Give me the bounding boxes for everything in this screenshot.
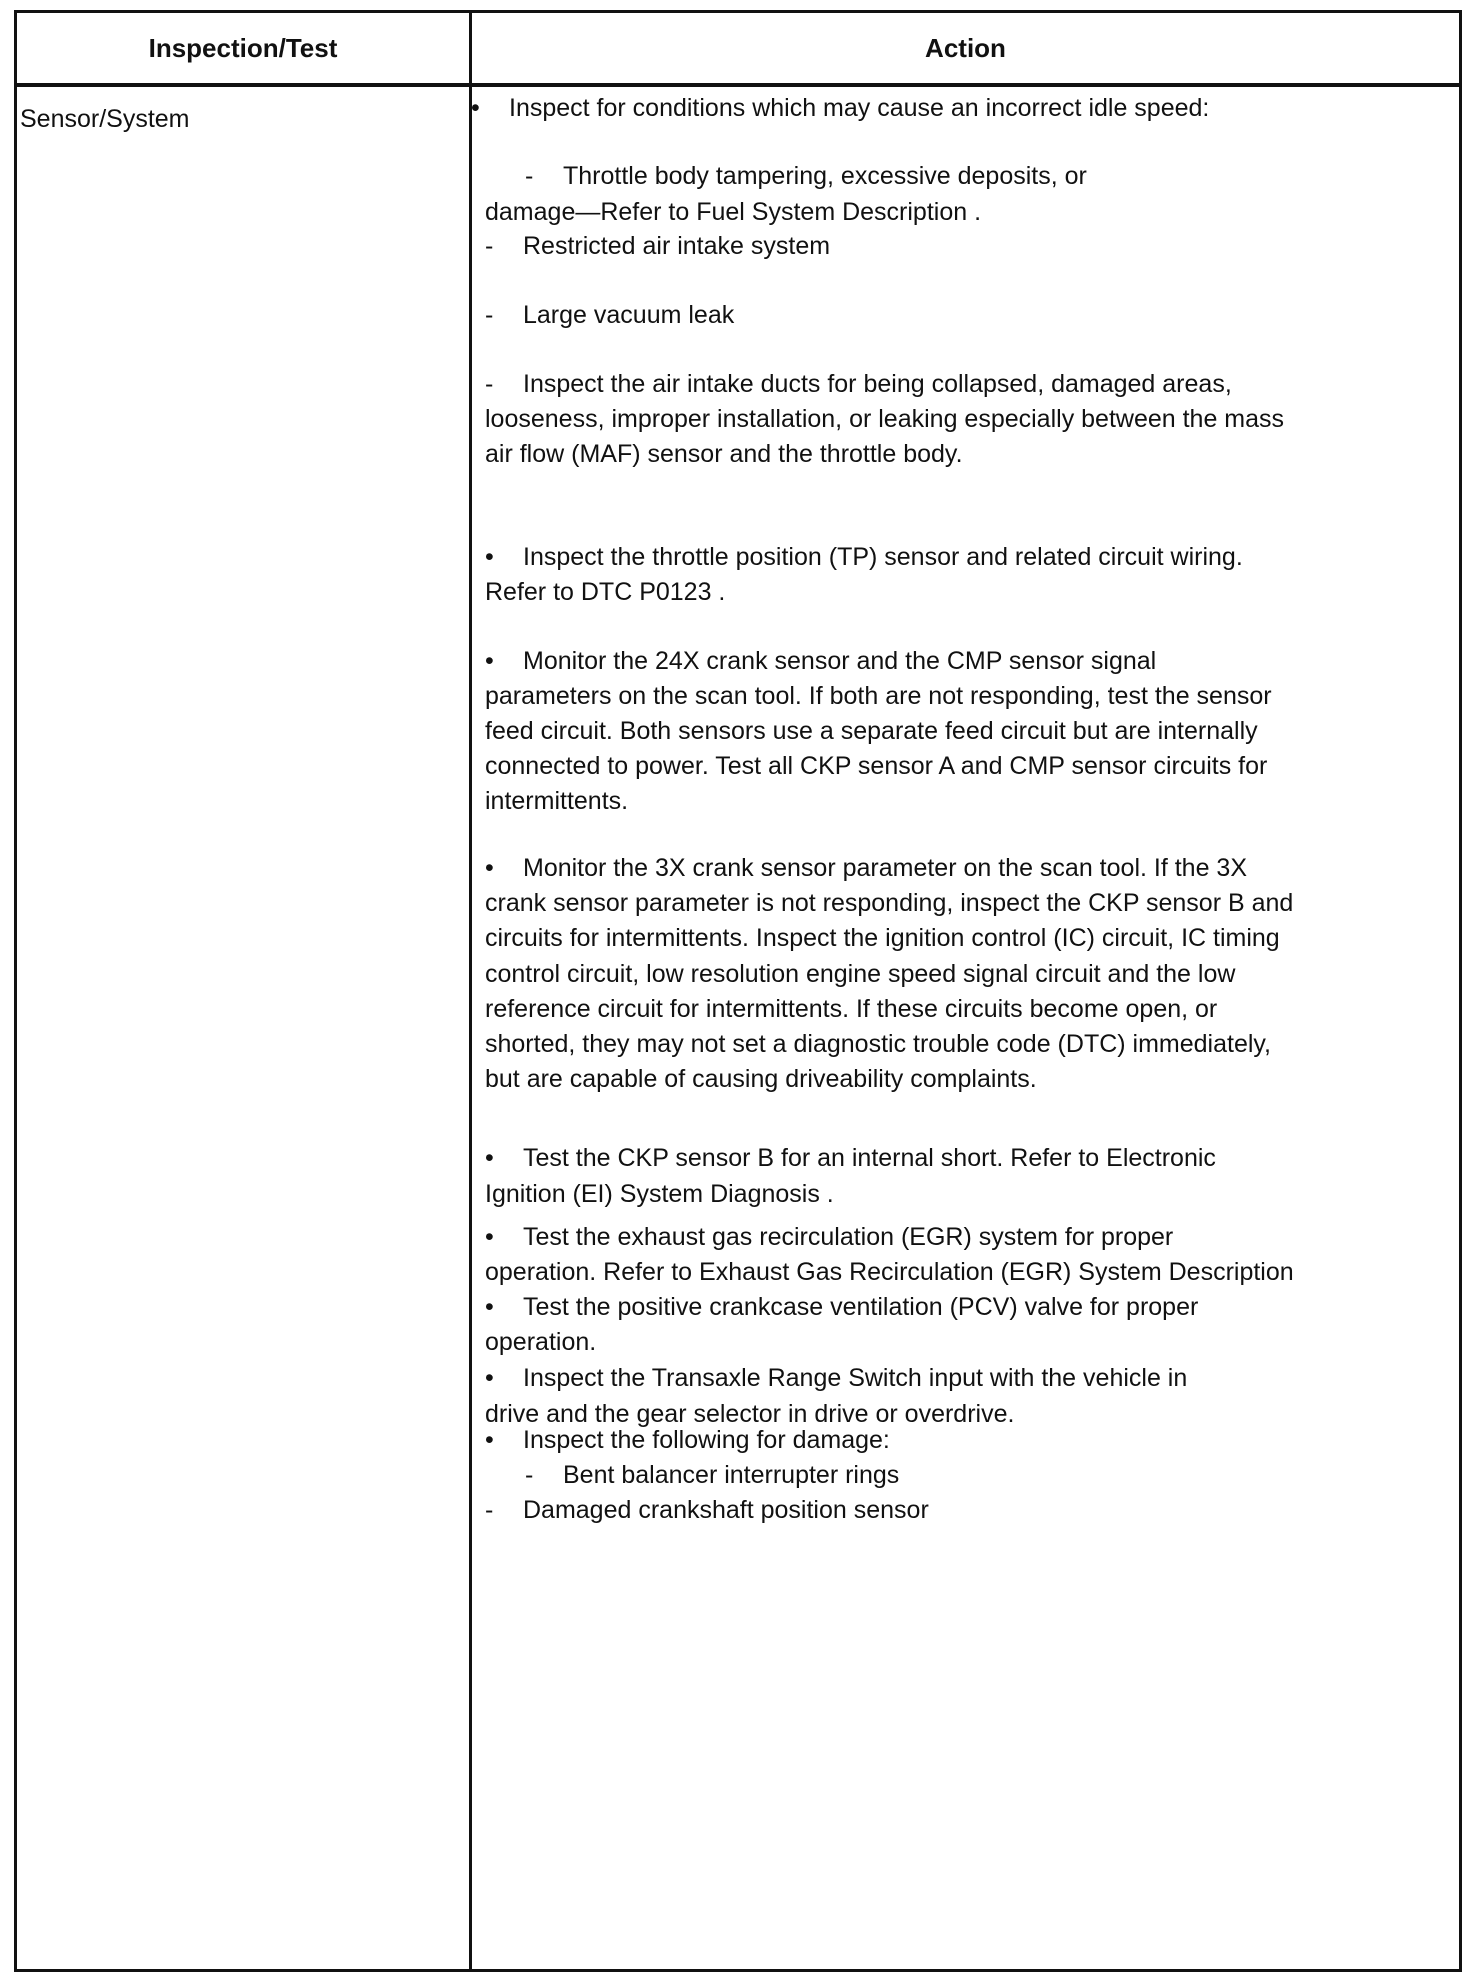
bullet-marker: • — [485, 1293, 494, 1321]
bullet-marker: • — [471, 94, 480, 122]
action-text: shorted, they may not set a diagnostic trouble code (DTC) immediately, — [485, 1030, 1271, 1058]
action-subitem: - Restricted air intake system — [485, 232, 831, 260]
action-item: • Inspect the Transaxle Range Switch input with the vehicle in — [485, 1364, 1188, 1392]
dash-marker: - — [485, 232, 494, 260]
action-text: damage—Refer to Fuel System Description . — [485, 198, 982, 226]
dash-marker: - — [485, 370, 494, 398]
bullet-marker: • — [485, 543, 494, 571]
bullet-marker: • — [485, 1223, 494, 1251]
action-item: • Test the CKP sensor B for an internal short. Refer to Electronic — [485, 1144, 1216, 1172]
action-text: circuits for intermittents. Inspect the ignition control (IC) circuit, IC timing — [485, 924, 1280, 952]
dash-marker: - — [525, 162, 534, 190]
action-text: Ignition (EI) System Diagnosis . — [485, 1180, 834, 1208]
header-action: Action — [925, 32, 1006, 63]
header-divider — [17, 83, 1459, 87]
action-item: • Test the exhaust gas recirculation (EGR) system for proper — [485, 1223, 1174, 1251]
action-text: crank sensor parameter is not responding, inspect the CKP sensor B and — [485, 889, 1294, 917]
action-text: drive and the gear selector in drive or overdrive. — [485, 1400, 1015, 1428]
action-subitem: - Large vacuum leak — [485, 301, 735, 329]
action-text: but are capable of causing driveability complaints. — [485, 1065, 1037, 1093]
action-item: • Inspect for conditions which may cause an incorrect idle speed: — [471, 94, 1210, 122]
action-text: feed circuit. Both sensors use a separate feed circuit but are internally — [485, 717, 1258, 745]
action-text: Refer to DTC P0123 . — [485, 578, 726, 606]
action-text: connected to power. Test all CKP sensor A and CMP sensor circuits for — [485, 752, 1268, 780]
action-item: • Monitor the 24X crank sensor and the CMP sensor signal — [485, 647, 1157, 675]
column-divider — [469, 13, 472, 1969]
action-item: • Test the positive crankcase ventilation (PCV) valve for proper — [485, 1293, 1199, 1321]
action-text: reference circuit for intermittents. If these circuits become open, or — [485, 995, 1218, 1023]
bullet-marker: • — [485, 647, 494, 675]
bullet-marker: • — [485, 1426, 494, 1454]
action-subitem: - Damaged crankshaft position sensor — [485, 1496, 929, 1524]
action-text: air flow (MAF) sensor and the throttle body. — [485, 440, 963, 468]
action-subitem: - Bent balancer interrupter rings — [525, 1461, 900, 1489]
action-text: control circuit, low resolution engine speed signal circuit and the low — [485, 960, 1236, 988]
action-subitem: - Throttle body tampering, excessive deposits, or — [525, 162, 1087, 190]
action-text: parameters on the scan tool. If both are not responding, test the sensor — [485, 682, 1272, 710]
category-label: Sensor/System — [20, 105, 190, 133]
bullet-marker: • — [485, 1364, 494, 1392]
action-item: • Inspect the throttle position (TP) sensor and related circuit wiring. — [485, 543, 1243, 571]
dash-marker: - — [485, 1496, 494, 1524]
inspection-table — [14, 10, 1462, 1972]
action-text: intermittents. — [485, 787, 629, 815]
action-subitem: - Inspect the air intake ducts for being collapsed, damaged areas, — [485, 370, 1232, 398]
header-inspection-test: Inspection/Test — [148, 32, 338, 63]
dash-marker: - — [485, 301, 494, 329]
action-item: • Inspect the following for damage: — [485, 1426, 890, 1454]
action-item: • Monitor the 3X crank sensor parameter on the scan tool. If the 3X — [485, 854, 1247, 882]
action-text: operation. Refer to Exhaust Gas Recirculation (EGR) System Description — [485, 1258, 1294, 1286]
bullet-marker: • — [485, 854, 494, 882]
action-text: looseness, improper installation, or leaking especially between the mass — [485, 405, 1285, 433]
dash-marker: - — [525, 1461, 534, 1489]
bullet-marker: • — [485, 1144, 494, 1172]
action-text: operation. — [485, 1328, 597, 1356]
